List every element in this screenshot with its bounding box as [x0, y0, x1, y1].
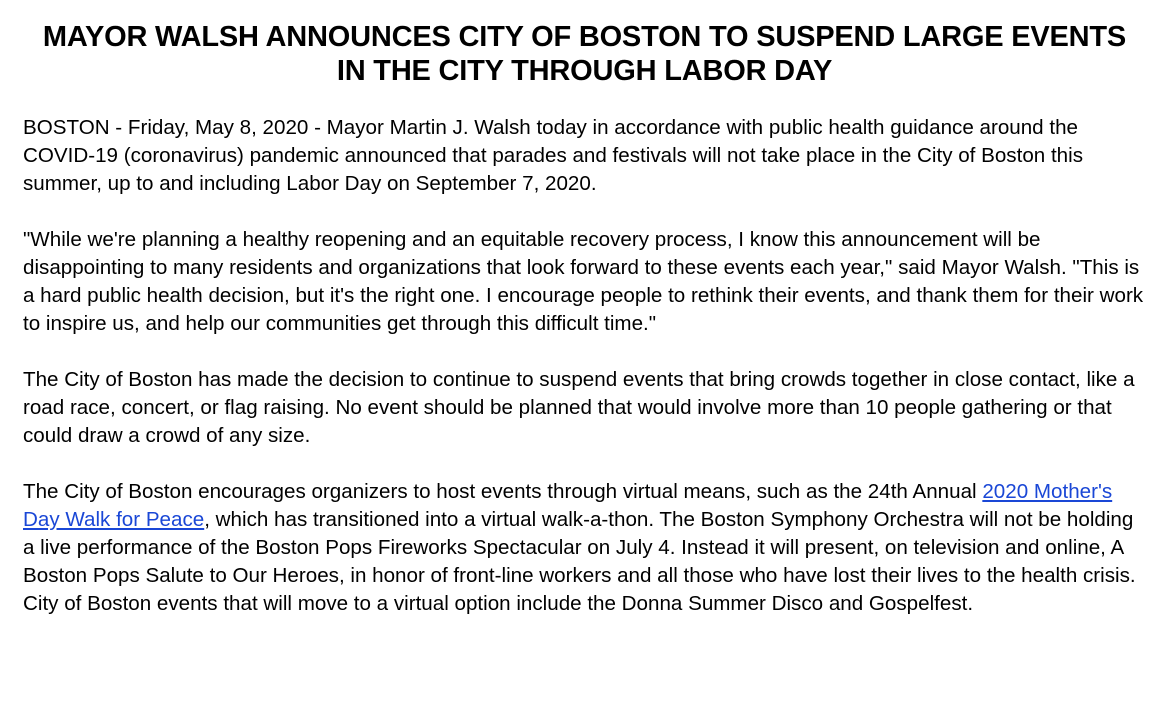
paragraph-virtual-events-rest: , which has transitioned into a virtual walk-a-thon. The Boston Symphony Orchestra will not be holding a live performance of the Boston Pops Fireworks Spectacular on July 4. Instead it will present, on television and online, A Boston Pops Salute to Our Heroes, in honor of front-line workers and all those who have lost their lives to the health crisis. City of Boston events that will move to a virtual option include the Donna Summer Disco and Gospelfest.: [23, 508, 1136, 615]
paragraph-suspension: The City of Boston has made the decision to continue to suspend events that bring crowds together in close contact, like a road race, concert, or flag raising. No event should be planned that would involve more than 10 people gathering or that could draw a crowd of any size.: [23, 368, 1135, 447]
paragraph-intro: BOSTON - Friday, May 8, 2020 - Mayor Martin J. Walsh today in accordance with public health guidance around the COVID-19 (coronavirus) pandemic announced that parades and festivals will not take place in the City of Boston this summer, up to and including Labor Day on September 7, 2020.: [23, 116, 1083, 195]
paragraph-quote: "While we're planning a healthy reopening and an equitable recovery process, I know this announcement will be disappointing to many residents and organizations that look forward to these events each year," said Mayor Walsh. "This is a hard public health decision, but it's the right one. I encourage people to rethink their events, and thank them for their work to inspire us, and help our communities get through this difficult time.": [23, 228, 1144, 335]
headline: MAYOR WALSH ANNOUNCES CITY OF BOSTON TO SUSPEND LARGE EVENTS IN THE CITY THROUGH LABOR DAY: [42, 21, 1127, 87]
paragraph-virtual-events-lead: The City of Boston encourages organizers to host events through virtual means, such as the 24th Annual: [23, 480, 983, 503]
paragraph-virtual-events: [23, 478, 1146, 618]
walk-for-peace-link[interactable]: 2020 Mother's Day Walk for Peace: [23, 480, 1113, 531]
